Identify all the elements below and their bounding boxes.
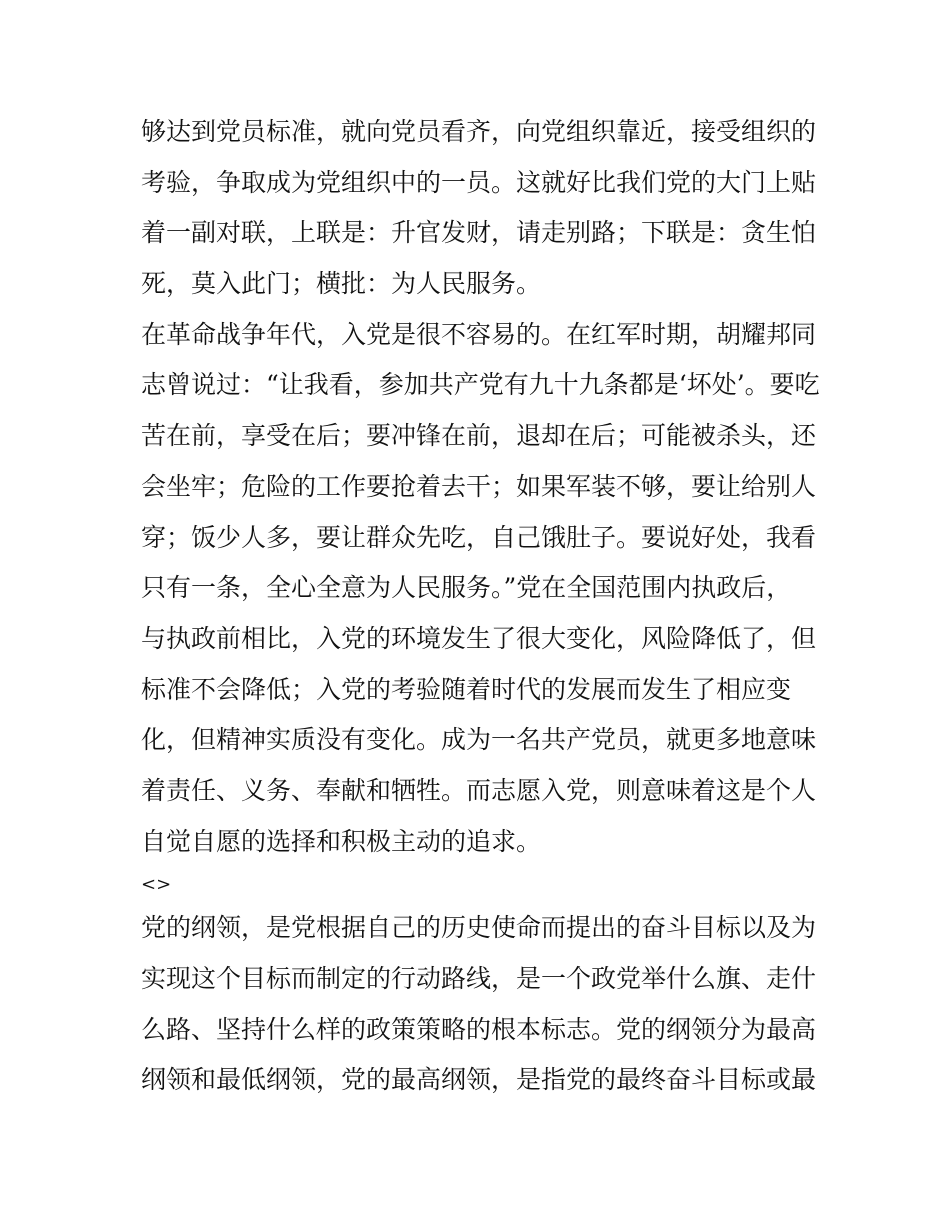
text-line: 死，莫入此门；横批：为人民服务。 [141, 269, 542, 299]
text-line: 与执政前相比，入党的环境发生了很大变化，风险降低了，但 [141, 623, 817, 653]
text-line: 够达到党员标准，就向党员看齐，向党组织靠近，接受组织的 [141, 117, 817, 146]
text-line: 着一副对联，上联是：升官发财，请走别路；下联是：贪生怕 [141, 218, 817, 248]
text-line: 着责任、义务、奉献和牺牲。而志愿入党，则意味着这是个人 [141, 775, 817, 805]
text-line: 标准不会降低；入党的考验随着时代的发展而发生了相应变 [141, 674, 792, 704]
text-line: 在革命战争年代，入党是很不容易的。在红军时期，胡耀邦同 [141, 319, 817, 349]
text-line: 考验，争取成为党组织中的一员。这就好比我们党的大门上贴 [141, 167, 817, 197]
section-marker: <> [141, 874, 172, 896]
text-line: 实现这个目标而制定的行动路线，是一个政党举什么旗、走什 [141, 964, 817, 993]
text-line: 志曾说过：“让我看，参加共产党有九十九条都是‘坏处’。要吃 [141, 370, 820, 400]
text-line: 化，但精神实质没有变化。成为一名共产党员，就更多地意味 [141, 725, 817, 755]
text-line: 穿；饭少人多，要让群众先吃，自己饿肚子。要说好处，我看 [141, 522, 817, 552]
text-line: 么路、坚持什么样的政策策略的根本标志。党的纲领分为最高 [141, 1014, 817, 1044]
text-line: 苦在前，享受在后；要冲锋在前，退却在后；可能被杀头，还 [141, 421, 817, 451]
text-line: 只有一条，全心全意为人民服务。”党在全国范围内执政后， [141, 573, 792, 603]
text-line: 党的纲领，是党根据自己的历史使命而提出的奋斗目标以及为 [141, 913, 817, 943]
document-body [141, 107, 820, 1106]
text-line: 自觉自愿的选择和积极主动的追求。 [141, 826, 542, 856]
text-line: 会坐牢；危险的工作要抢着去干；如果军装不够，要让给别人 [141, 471, 817, 501]
text-line: 纲领和最低纲领，党的最高纲领，是指党的最终奋斗目标或最 [141, 1065, 817, 1095]
